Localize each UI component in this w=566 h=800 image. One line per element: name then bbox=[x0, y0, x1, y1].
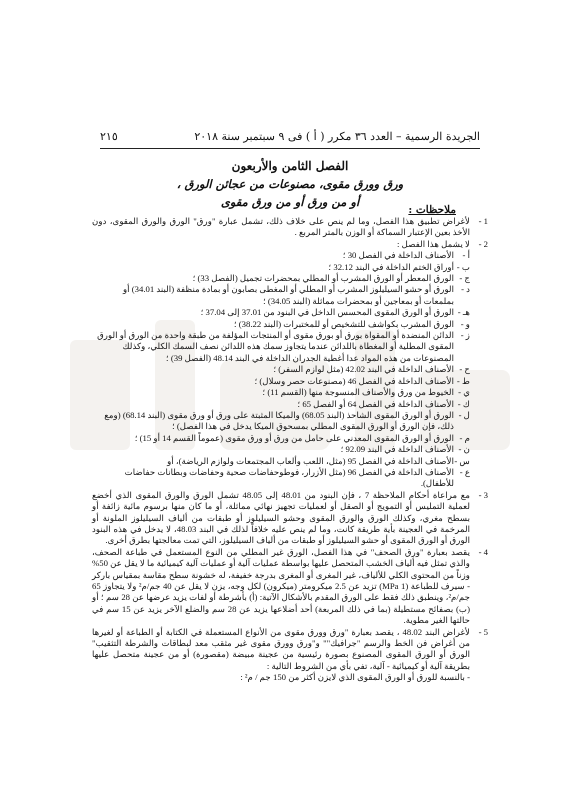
note bbox=[92, 216, 488, 239]
list-item-text: الورق المشرب بكواشف للتشخيص أو للمختبرات (البند 38.22) ؛ bbox=[233, 318, 454, 329]
list-item-text: الأصناف الداخلة في الفصل 46 (مصنوعات حصر وسلال) ؛ bbox=[254, 375, 454, 386]
note-paragraph: مع مراعاة أحكام الملاحظة 7 ، فإن البنود من 48.01 إلى 48.05 تشمل الورق والورق المقوى الذي أخضع لعملية التمليس أو التمويج أو الصقل أو لعمليات تجهيز نهائي مماثلة، أو ما كان منها برسوم مائية زائفة أو بسطح مغري، وكذلك الورق والورق المقوى وحشو السيليلوز أو طبقات من ألياف السيليلوز الملونة أو المرخمة في العجينة بأية طريقة كانت، وما لم ينص عليه خلافاً لذلك في البند 48.03، لا يدخل في هذه البنود الورق أو الورق المقوى أو حشو السيليلوز أو طبقات من ألياف السيليلوز، التي تمت معالجتها بطرق أخرى. bbox=[92, 489, 471, 546]
note-number: 3 - bbox=[478, 489, 488, 500]
list-item-text: الأصناف الداخلة في البند 42.02 (مثل لوازم السفر) ؛ bbox=[273, 364, 454, 375]
note-paragraph: لأغراض البند 48.02 ، يقصد بعبارة "ورق وورق مقوى من الأنواع المستعملة في الكتابة أو الطباعة أو لغيرها من أغراض فن الخط والرسم "جرافيك"" و"ورق وورق مقوى غير مثقب معد لبطاقات والشرطة التثقيب" الورق أو الورق المقوى المصنوع بصورة رئيسية من عجينة مبيضة (مقصورة) أو من عجينة متحصل عليها بطريقة آلية أو كيميائية - آلية، تفي بأي من الشروط التالية : bbox=[92, 626, 471, 671]
chapter-title: الفصل الثامن والأربعون bbox=[231, 159, 349, 173]
list-item-text: الورق أو حشو السيليلوز المشرب أو المطلي أو المغطى بصابون أو بمادة منظفة (البند 34.01) أو بملمعات أو بمعاجين أو بمحضرات مماثلة (البند 34.05) ؛ bbox=[122, 284, 454, 306]
list-item-letter: ج - bbox=[459, 273, 470, 284]
list-item-text: الورق المعطر أو الورق المشرب أو المطلي بمحضرات تجميل (الفصل 33) ؛ bbox=[192, 273, 454, 284]
note-paragraph: - بالنسبة للورق أو الورق المقوى الذي لايزن أكثر من 150 جم / م² : bbox=[240, 672, 470, 683]
note-paragraph: لأغراض تطبيق هذا الفصل، وما لم ينص على خلاف ذلك، تشمل عبارة "ورق" الورق والورق المقوى، دون الأخذ بعين الإعتبار السماكة أو الوزن بالمتر المربع . bbox=[92, 216, 470, 238]
gazette-title: الجريدة الرسمية – العدد ٣٦ مكرر ( أ ) فى ٩ سبتمبر سنة ٢٠١٨ bbox=[194, 130, 480, 143]
note-number: 4 - bbox=[478, 546, 488, 557]
list-item-letter: م - bbox=[459, 432, 470, 443]
list-item-text: الأصناف الداخلة في الفصل 95 (مثل، اللعب وألعاب المجتمعات ولوازم الرياضة)، أو bbox=[167, 455, 454, 466]
note-number: 1 - bbox=[478, 216, 488, 226]
list-item-letter: ب - bbox=[456, 261, 470, 272]
list-item-letter: هـ - bbox=[457, 307, 470, 318]
note-number: 2 - bbox=[478, 238, 488, 249]
list-item-letter: ح - bbox=[459, 364, 470, 375]
list-item bbox=[92, 273, 488, 284]
notes-heading: ملاحظات : bbox=[408, 204, 456, 216]
list-item bbox=[92, 364, 488, 375]
list-item bbox=[92, 376, 488, 387]
list-item bbox=[92, 387, 488, 398]
list-item bbox=[92, 319, 488, 330]
list-item-text: أوراق الختم الداخلة في البند 32.12 ؛ bbox=[328, 261, 454, 272]
list-item-text: الأصناف الداخلة في البند 92.09 ؛ bbox=[340, 444, 454, 455]
list-item bbox=[92, 399, 488, 410]
list-item-text: الأصناف الداخلة في الفصل 64 أو الفصل 65 ؛ bbox=[297, 398, 454, 409]
chapter-subtitle-1: ورق وورق مقوى، مصنوعات من عجائن الورق ، bbox=[176, 177, 404, 191]
list-item-letter: س - bbox=[454, 455, 470, 466]
list-item-text: الورق أو الورق المقوى المعدني على حامل من ورق أو ورق مقوى (عموماً القسم 14 أو 15) ؛ bbox=[134, 432, 454, 443]
note-paragraph: يقصد بعبارة "ورق الصحف" في هذا الفصل، الورق غير المطلي من النوع المستعمل في طباعة الصحف، والذي تمثل فيه ألياف الخشب المتحصل عليها بواسطة عمليات آلية أو عمليات آلية كيميائية ما لا يقل عن 50% وزناً من المحتوى الكلي للألياف، غير المغرى أو المغرى بدرجة خفيفة، له خشونة سطح مقاسة بمقياس باركر - سيرف للطباعة (1 MPa) تزيد عن 2.5 ميكرومتر (ميكرون) لكل وجه، يزن لا يقل عن 40 جم/م² ولا يتجاوز 65 جم/م²، وينطبق ذلك فقط على الورق المقدم بالأشكال الآتية: (أ) بأشرطة أو لفات يزيد عرضها عن 28 سم ؛ أو (ب) بصفائح مستطيلة (بما في ذلك المربعة) أحد أضلاعها يزيد عن 28 سم والضلع الآخر يزيد عن 15 سم في حالتها الغير مطوية. bbox=[92, 546, 470, 626]
note bbox=[92, 239, 488, 250]
note-number: 5 - bbox=[478, 626, 488, 637]
list-item-letter: ط - bbox=[456, 375, 470, 386]
chapter-subtitle-2: أو من ورق أو من ورق مقوى bbox=[220, 195, 360, 209]
list-item-letter: ن - bbox=[458, 444, 470, 455]
list-item bbox=[92, 284, 488, 307]
list-item bbox=[92, 467, 488, 490]
list-item bbox=[92, 250, 488, 261]
list-item bbox=[92, 456, 488, 467]
note bbox=[92, 490, 488, 547]
list-item-letter: ك - bbox=[457, 398, 470, 409]
list-item bbox=[92, 262, 488, 273]
page-number: ٢١٥ bbox=[100, 130, 118, 143]
list-item-text: الورق أو الورق المقوى المحسس الداخل في البنود من 37.01 إلى 37.04 ؛ bbox=[200, 307, 454, 318]
list-item-letter: ي - bbox=[458, 387, 470, 398]
header-rule bbox=[100, 148, 480, 149]
list-item bbox=[92, 307, 488, 318]
list-item-letter: د - bbox=[461, 284, 470, 295]
list-item-text: الخيوط من ورق والأصناف المنسوجة منها (القسم 11) ؛ bbox=[262, 387, 454, 398]
list-item bbox=[92, 433, 488, 444]
list-item-letter: أ - bbox=[462, 250, 470, 261]
list-item bbox=[92, 330, 488, 364]
notes-body bbox=[92, 216, 488, 684]
note bbox=[92, 547, 488, 627]
list-item bbox=[92, 410, 488, 433]
list-item-text: الأصناف الداخلة في الفصل 30 ؛ bbox=[342, 250, 454, 261]
list-item-letter: ز - bbox=[460, 330, 470, 341]
list-item-text: الورق أو الورق المقوى الشاحذ (البند 68.05) والميكا المثبتة على ورق أو ورق مقوى (البند 68.14) (ومع ذلك، فإن الورق أو الورق المقوى المطلي بمسحوق الميكا يدخل في هذا الفصل) ؛ bbox=[104, 409, 454, 432]
list-item-text: الدائن المنضدة أو المقواة بورق أو بورق مقوى أو المنتجات المؤلفة من طبقة واحدة من الورق أو الورق المقوى المطلية أو المغطاة باللدائن عندما يتجاوز سمك هذه اللدائن نصف السمك الكلي، وكذلك المصنوعات من هذه المواد عدا أغطية الجدران الداخلة في البند 48.14 (الفصل 39) ؛ bbox=[97, 330, 454, 363]
list-item-letter: و - bbox=[460, 318, 470, 329]
page-header bbox=[100, 130, 480, 143]
list-item-letter: ل - bbox=[458, 409, 470, 420]
list-item-text: الأصناف الداخلة في الفصل 96 (مثل الأزرار، فوطوحفاضات صحية وحفاضات وبطانات حفاضات للأطفال). bbox=[124, 466, 454, 489]
list-item-letter: ع - bbox=[459, 466, 470, 477]
note bbox=[92, 627, 488, 684]
note-paragraph: لا يشمل هذا الفصل : bbox=[397, 238, 470, 249]
list-item bbox=[92, 444, 488, 455]
